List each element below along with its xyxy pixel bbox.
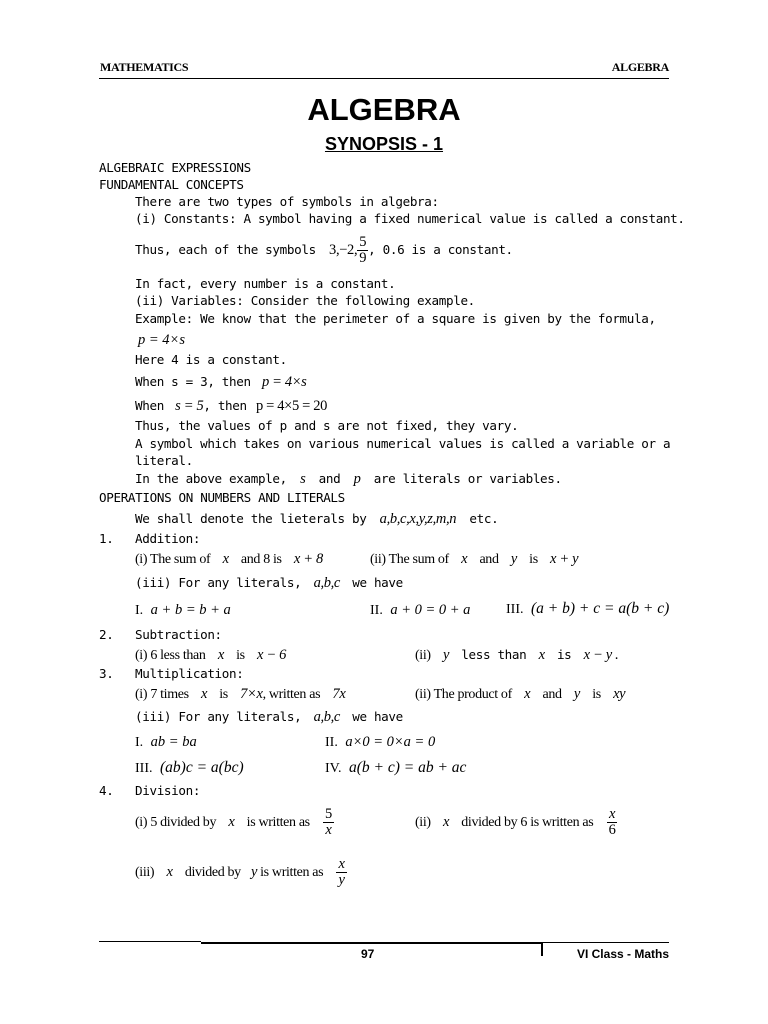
- math: 7x: [332, 686, 346, 702]
- header-right: ALGEBRA: [611, 60, 669, 74]
- list-heading-multiplication: Multiplication:: [135, 666, 244, 681]
- footer-rule-right: [543, 942, 669, 943]
- math: x: [538, 647, 545, 663]
- list-number: 3.: [99, 666, 114, 681]
- text: (ii): [415, 815, 431, 831]
- text: is written as: [260, 865, 324, 881]
- footer-rule: [201, 942, 541, 944]
- label: II.: [325, 735, 338, 750]
- text: divided by: [184, 865, 241, 881]
- list-item: [135, 709, 403, 726]
- formula: p = 4×s: [138, 332, 185, 348]
- footer-class-label: VI Class - Maths: [576, 947, 669, 961]
- math: x: [222, 551, 229, 567]
- text: (i) The sum of: [135, 552, 211, 567]
- text: (iii): [135, 865, 155, 881]
- text: We shall denote the lieterals by: [135, 511, 367, 526]
- math: y: [510, 551, 517, 567]
- text: is: [556, 647, 572, 662]
- math: s: [300, 471, 306, 487]
- list-item: [135, 647, 286, 664]
- paragraph: There are two types of symbols in algebra:: [135, 194, 439, 209]
- list-item: [135, 575, 403, 592]
- math: p = 4×s: [261, 374, 307, 390]
- footer-divider: [541, 942, 543, 956]
- label: III.: [135, 761, 153, 776]
- math: ab = ba: [150, 734, 197, 750]
- law-II: [370, 602, 470, 619]
- math: x + y: [550, 551, 579, 567]
- fraction-numerator: 5: [359, 234, 367, 250]
- list-heading-division: Division:: [135, 783, 201, 798]
- text: Thus, each of the symbols: [135, 242, 316, 258]
- math: p: [353, 471, 361, 487]
- list-item: [415, 807, 617, 838]
- text: is: [592, 687, 601, 702]
- paragraph: Example: We know that the perimeter of a square is given by the formula,: [135, 311, 656, 326]
- paragraph: In fact, every number is a constant.: [135, 276, 396, 291]
- math: x: [166, 864, 173, 881]
- footer-rule-left: [99, 941, 201, 942]
- math: x: [442, 814, 450, 831]
- math: x: [524, 686, 531, 702]
- law-II: [325, 734, 435, 751]
- paragraph: literal.: [135, 453, 193, 468]
- label: I.: [135, 735, 144, 750]
- text: less than: [461, 647, 527, 662]
- text: and: [479, 552, 499, 567]
- text: are literals or variables.: [373, 471, 562, 486]
- text: (i) 7 times: [135, 687, 189, 702]
- fraction-numerator: x: [338, 856, 345, 872]
- text: (ii) The sum of: [370, 552, 449, 567]
- paragraph: (i) Constants: A symbol having a fixed numerical value is called a constant.: [135, 211, 685, 226]
- law-III: [506, 600, 669, 618]
- fraction: [336, 857, 346, 888]
- text: and: [542, 687, 562, 702]
- text: (ii): [415, 648, 431, 663]
- paragraph: Thus, the values of p and s are not fixed, they vary.: [135, 418, 519, 433]
- text: we have: [352, 709, 403, 724]
- header-left: MATHEMATICS: [100, 60, 189, 74]
- math: x: [228, 814, 235, 831]
- paragraph: [135, 471, 562, 488]
- math: 7×x: [240, 686, 263, 702]
- math: x: [200, 686, 208, 702]
- text: (i) 6 less than: [135, 648, 206, 663]
- math: x − y .: [583, 647, 619, 663]
- math: a,b,c: [313, 709, 341, 725]
- math: p = 4×5 = 20: [256, 398, 328, 414]
- list-heading-subtraction: Subtraction:: [135, 627, 222, 642]
- page-number: 97: [361, 947, 375, 961]
- fraction-denominator: 9: [359, 250, 367, 267]
- list-item: [135, 807, 334, 838]
- list-item: [135, 551, 323, 568]
- label: II.: [370, 603, 383, 618]
- math: (ab)c = a(bc): [160, 759, 244, 776]
- paragraph: Here 4 is a constant.: [135, 352, 287, 367]
- list-item: [135, 857, 347, 888]
- constants-example-line: [135, 235, 513, 266]
- text: , then: [203, 398, 247, 413]
- fraction-numerator: 5: [325, 806, 332, 822]
- label: IV.: [325, 761, 342, 776]
- section-heading-algebraic-expressions: ALGEBRAIC EXPRESSIONS: [99, 160, 251, 175]
- law-I: [135, 734, 197, 751]
- math: x: [217, 647, 224, 663]
- text: and: [318, 471, 341, 486]
- text: (i) 5 divided by: [135, 815, 217, 831]
- text: (iii) For any literals,: [135, 709, 302, 724]
- math: x − 6: [257, 647, 286, 663]
- text: When s = 3, then: [135, 374, 251, 389]
- section-heading-operations: OPERATIONS ON NUMBERS AND LITERALS: [99, 490, 345, 505]
- text: is written as: [246, 815, 310, 831]
- page-subtitle: SYNOPSIS - 1: [324, 134, 444, 154]
- header-rule: [99, 78, 669, 79]
- law-I: [135, 602, 231, 619]
- text: divided by 6 is written as: [461, 815, 594, 831]
- fraction: [607, 807, 618, 838]
- fraction-5-9: [357, 235, 368, 266]
- fraction-denominator: y: [338, 872, 345, 889]
- law-IV: [325, 759, 466, 777]
- math: a×0 = 0×a = 0: [345, 734, 436, 750]
- text: , written as: [262, 687, 321, 702]
- example-line: [135, 398, 327, 415]
- math: a + b = b + a: [150, 602, 231, 618]
- list-heading-addition: Addition:: [135, 531, 201, 546]
- text: is: [236, 648, 245, 663]
- text: etc.: [469, 511, 499, 526]
- section-heading-fundamental-concepts: FUNDAMENTAL CONCEPTS: [99, 177, 244, 192]
- fraction-denominator: x: [325, 822, 332, 839]
- math: x: [461, 551, 468, 567]
- math: y: [442, 647, 450, 663]
- label: III.: [506, 602, 524, 617]
- list-item: [415, 647, 618, 664]
- math: y: [251, 864, 258, 881]
- fraction: [323, 807, 334, 838]
- fraction-numerator: x: [607, 807, 618, 823]
- text: is: [219, 687, 228, 702]
- math: s = 5: [175, 398, 204, 414]
- paragraph: (ii) Variables: Consider the following example.: [135, 293, 475, 308]
- list-item: [415, 686, 625, 703]
- text: is: [529, 552, 538, 567]
- text: we have: [352, 575, 403, 590]
- math: x + 8: [293, 551, 323, 567]
- math: 3,−2,: [329, 242, 358, 259]
- list-item: [135, 686, 345, 703]
- math: (a + b) + c = a(b + c): [531, 600, 670, 617]
- fraction-denominator: 6: [608, 822, 616, 839]
- math: a + 0 = 0 + a: [390, 602, 471, 618]
- text: , 0.6 is a constant.: [368, 242, 513, 258]
- list-number: 4.: [99, 783, 114, 798]
- math: xy: [613, 686, 626, 702]
- text: and 8 is: [240, 552, 282, 567]
- list-item: [370, 551, 578, 568]
- paragraph: [135, 511, 498, 528]
- example-line: [135, 374, 306, 391]
- text: In the above example,: [135, 471, 287, 486]
- math: a(b + c) = ab + ac: [348, 759, 467, 776]
- text: (iii) For any literals,: [135, 575, 302, 590]
- math: a,b,c: [313, 575, 341, 591]
- text: When: [135, 398, 164, 413]
- math: a,b,c,x,y,z,m,n: [379, 511, 457, 527]
- paragraph: A symbol which takes on various numerical values is called a variable or a: [135, 436, 671, 451]
- text: (ii) The product of: [415, 687, 512, 702]
- label: I.: [135, 603, 144, 618]
- list-number: 2.: [99, 627, 114, 642]
- law-III: [135, 759, 244, 777]
- list-number: 1.: [99, 531, 114, 546]
- page-title: ALGEBRA: [307, 92, 461, 127]
- math: y: [573, 686, 580, 702]
